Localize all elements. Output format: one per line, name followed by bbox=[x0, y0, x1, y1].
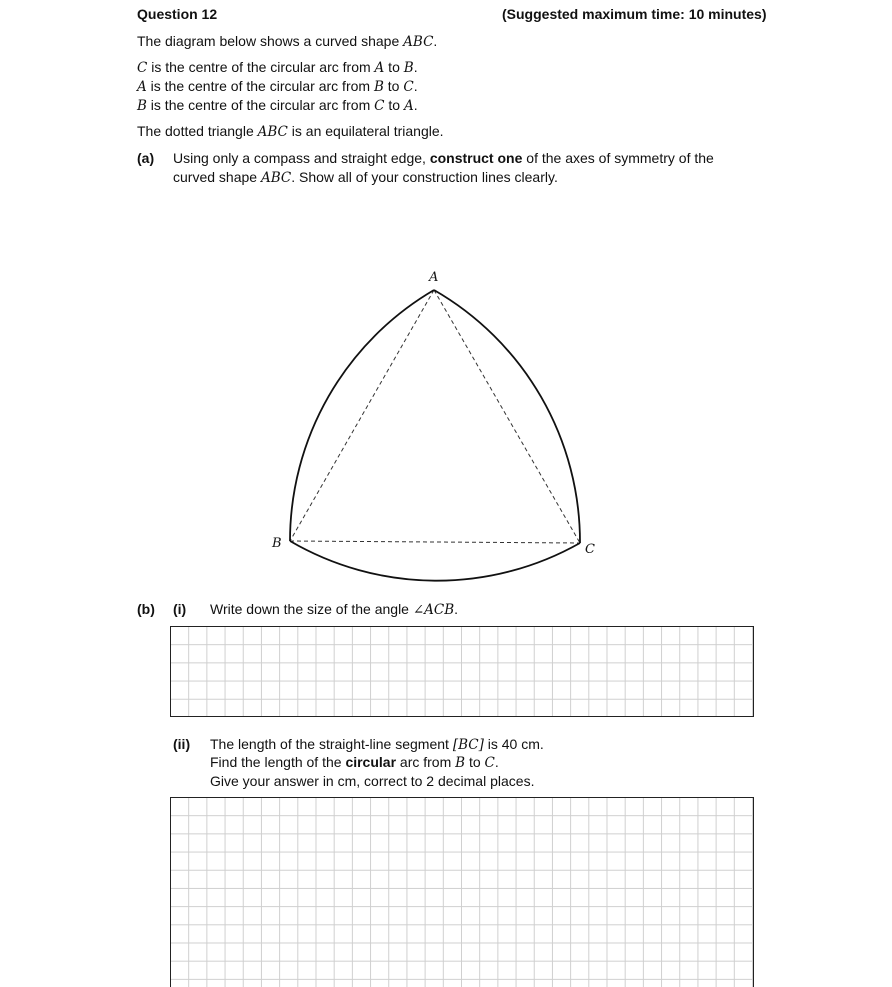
intro-text: The diagram below shows a curved shape bbox=[137, 33, 404, 49]
centre-period: . bbox=[413, 59, 418, 75]
part-a-text: Using only a compass and straight edge, bbox=[173, 150, 430, 166]
triangle-side-ac bbox=[434, 290, 580, 543]
centre-point: A bbox=[137, 79, 147, 95]
centre-period: . bbox=[413, 97, 418, 113]
triangle-side-ab bbox=[290, 290, 434, 541]
arc-question-text: Find the length of the bbox=[210, 754, 346, 770]
centre-to: to bbox=[384, 59, 404, 75]
arc-end: A bbox=[403, 98, 414, 114]
intro-period: . bbox=[433, 33, 438, 49]
arc-start: B bbox=[373, 79, 384, 95]
suggested-time: (Suggested maximum time: 10 minutes) bbox=[502, 6, 767, 22]
vertex-label-c: C bbox=[585, 542, 595, 557]
triangle-text: The dotted triangle bbox=[137, 123, 258, 139]
answer-box-b-ii[interactable] bbox=[170, 797, 754, 987]
arc-end: B bbox=[403, 60, 414, 76]
circular-emphasis: circular bbox=[345, 754, 397, 770]
part-b-i-label: (i) bbox=[173, 601, 187, 617]
answer-box-b-i[interactable] bbox=[170, 626, 754, 717]
part-b-ii-line-2 bbox=[210, 754, 499, 771]
triangle-text-end: is an equilateral triangle. bbox=[287, 123, 444, 139]
part-b-i-text bbox=[210, 601, 458, 618]
segment-bc: [BC] bbox=[452, 737, 484, 753]
centre-point: C bbox=[137, 60, 148, 76]
arc-start: A bbox=[374, 60, 385, 76]
question-title: Question 12 bbox=[137, 6, 218, 22]
arc-period: . bbox=[494, 754, 499, 770]
vertex-label-b: B bbox=[272, 536, 282, 551]
part-a-text2-end: . Show all of your construction lines clearly. bbox=[291, 169, 558, 185]
part-a-label: (a) bbox=[137, 150, 155, 166]
part-a-emphasis: construct one bbox=[429, 150, 523, 166]
arc-point-c: C bbox=[484, 755, 495, 771]
part-b-ii-line-1 bbox=[210, 736, 544, 753]
angle-acb: ∠ACB bbox=[412, 602, 455, 618]
part-b-i-period: . bbox=[454, 601, 459, 617]
segment-length: is 40 cm. bbox=[483, 736, 544, 752]
part-b-ii-line-3: Give your answer in cm, correct to 2 decimal places. bbox=[210, 773, 535, 789]
arc-to-text: to bbox=[465, 754, 485, 770]
centre-text: is the centre of the circular arc from bbox=[147, 59, 375, 75]
centre-to: to bbox=[384, 97, 404, 113]
vertex-label-a: A bbox=[429, 270, 439, 285]
intro-shape-name: ABC bbox=[403, 34, 434, 50]
centre-period: . bbox=[413, 78, 418, 94]
arc-start: C bbox=[374, 98, 385, 114]
arc-bc bbox=[290, 541, 580, 581]
triangle-name: ABC bbox=[257, 124, 288, 140]
arc-point-b: B bbox=[455, 755, 466, 771]
centre-text: is the centre of the circular arc from bbox=[146, 78, 374, 94]
part-b-i-question: Write down the size of the angle bbox=[210, 601, 413, 617]
arc-end: C bbox=[403, 79, 414, 95]
part-a-text-end: of the axes of symmetry of the bbox=[522, 150, 714, 166]
centre-to: to bbox=[383, 78, 404, 94]
part-a-text2: curved shape bbox=[173, 169, 261, 185]
centre-text: is the centre of the circular arc from bbox=[146, 97, 375, 113]
part-b-ii-label: (ii) bbox=[173, 736, 191, 752]
segment-text: The length of the straight-line segment bbox=[210, 736, 453, 752]
part-a-shape-name: ABC bbox=[260, 170, 292, 186]
triangle-side-bc bbox=[290, 541, 580, 543]
centre-point: B bbox=[137, 98, 147, 114]
part-b-label: (b) bbox=[137, 601, 155, 617]
arc-from-text: arc from bbox=[396, 754, 456, 770]
